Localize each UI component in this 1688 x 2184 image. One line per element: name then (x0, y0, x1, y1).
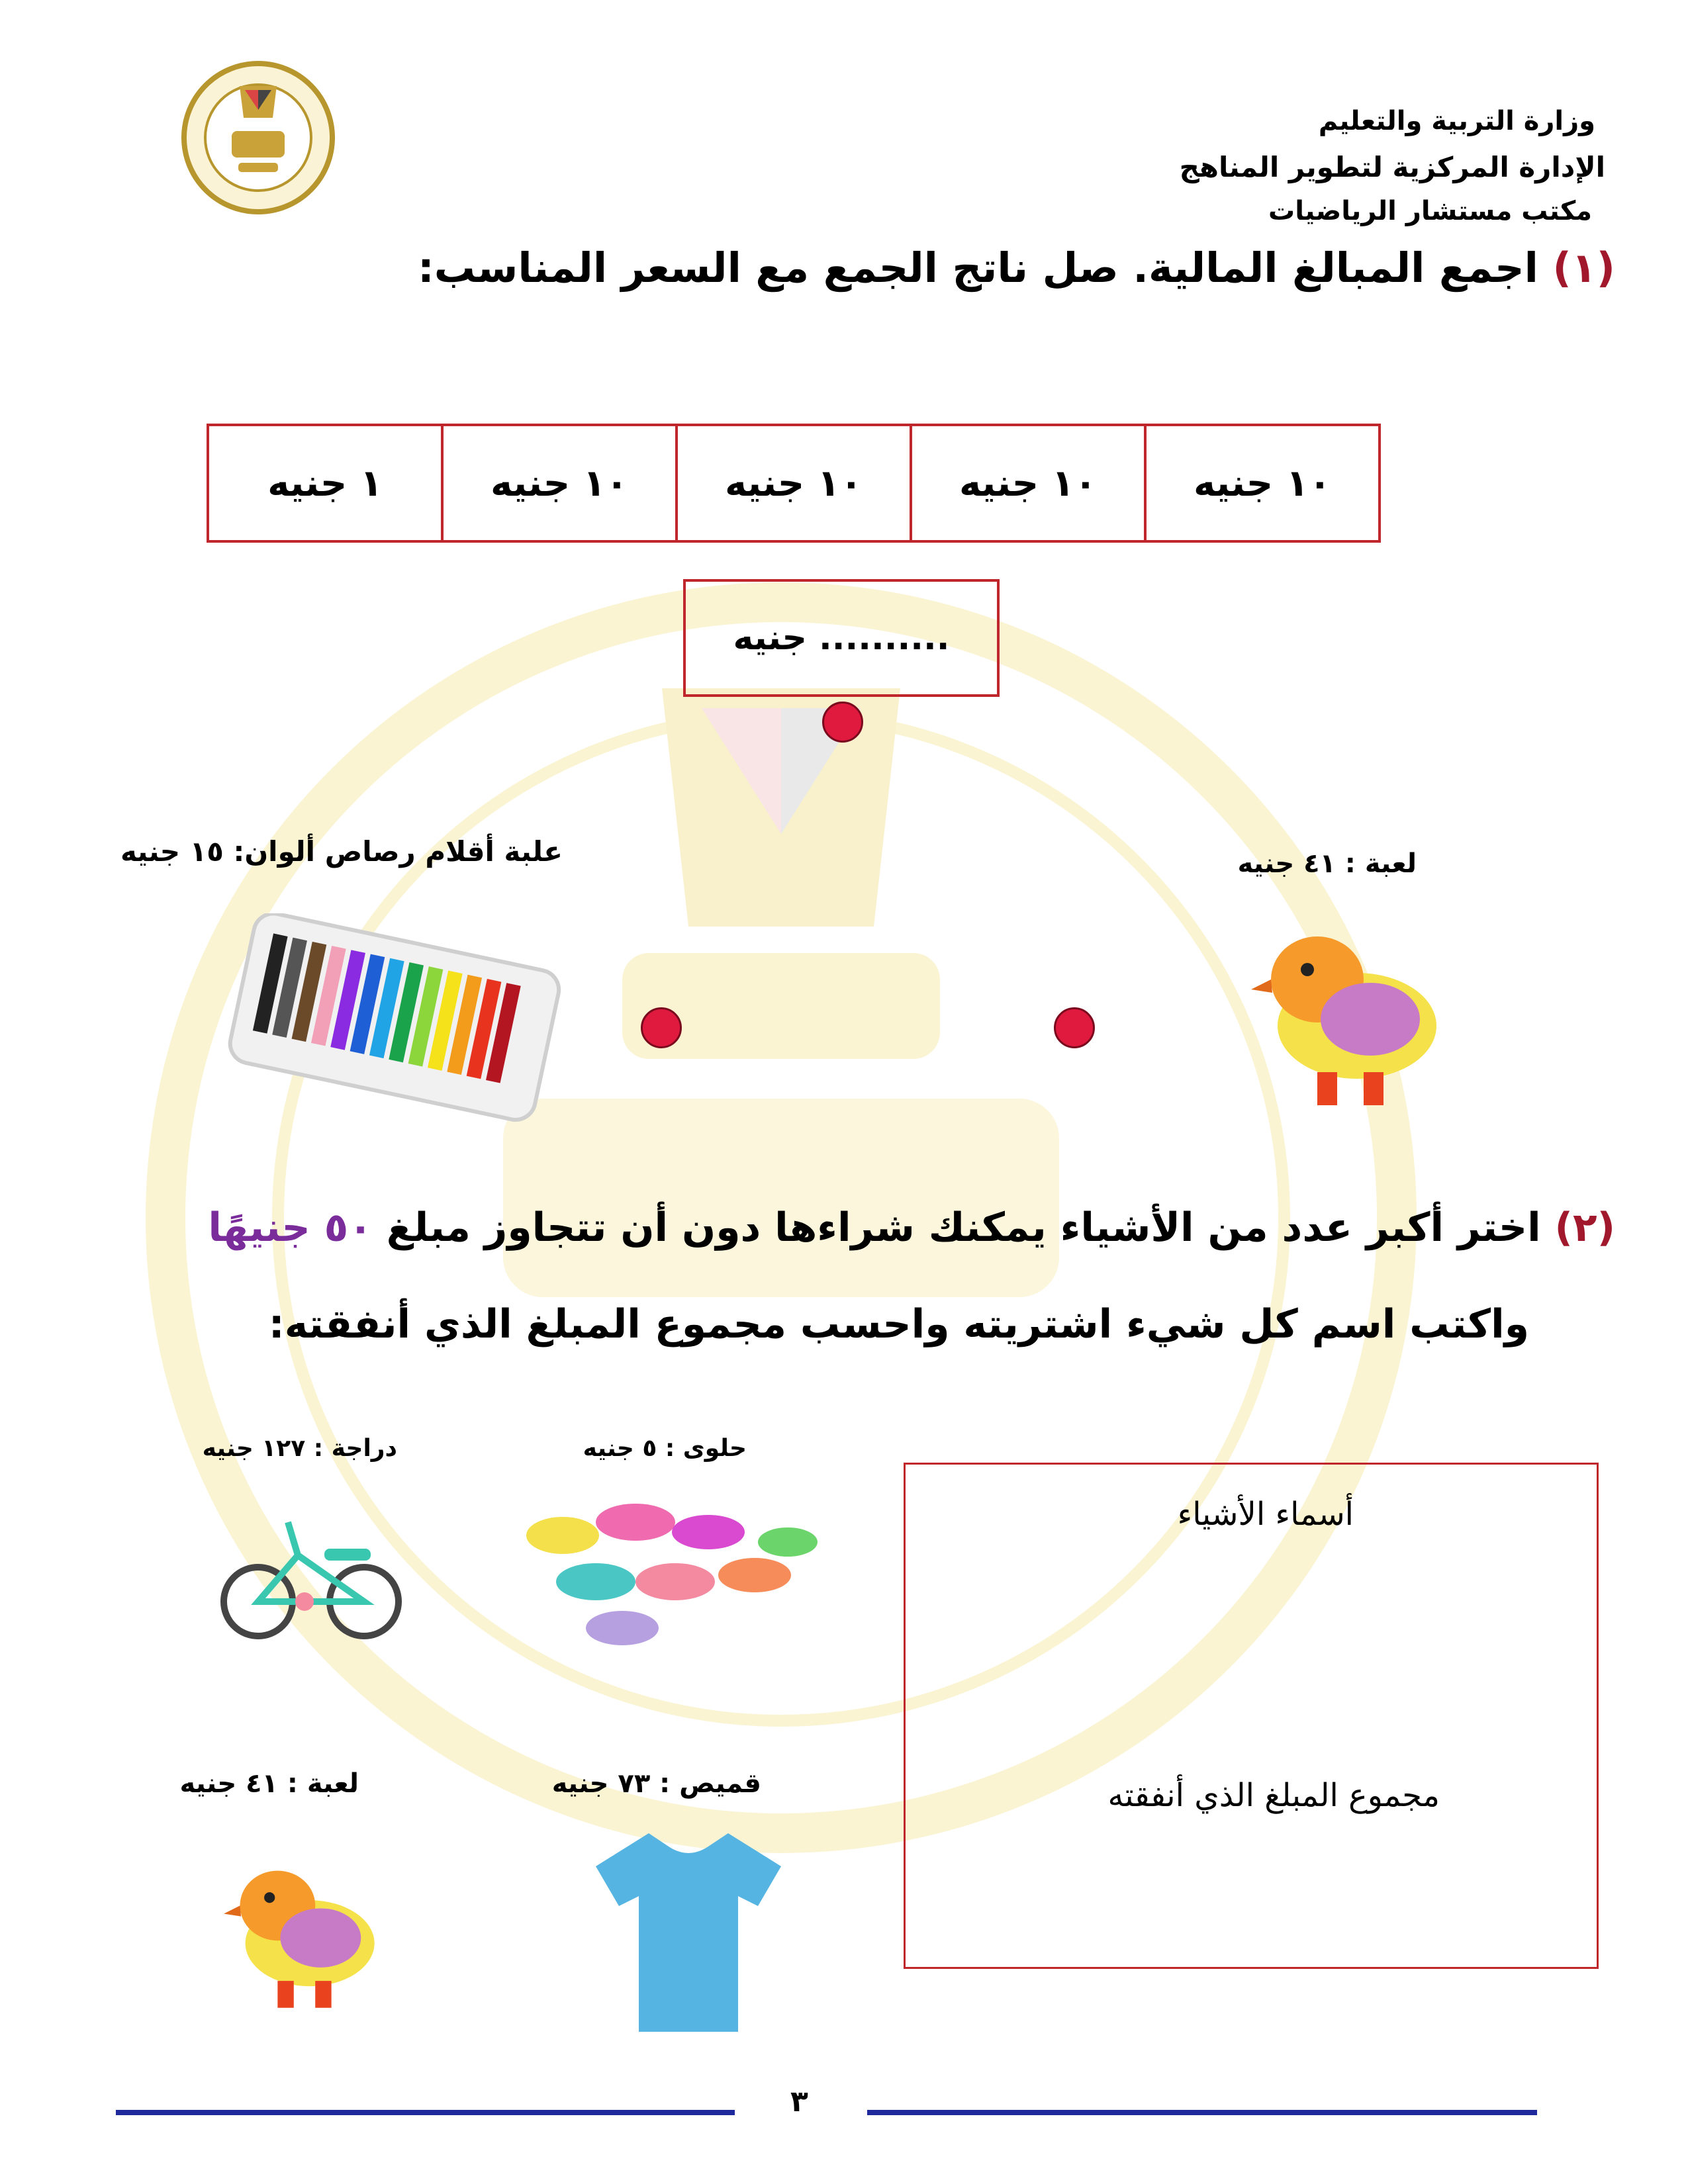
sum-answer-box[interactable]: .......... جنيه (683, 579, 1000, 697)
connect-dot-pencils[interactable] (641, 1007, 682, 1048)
toy-2-price-label: لعبة : ٤١ جنيه (179, 1768, 359, 1799)
page-number: ٣ (790, 2085, 808, 2118)
pencils-price-label: علبة أقلام رصاص ألوان: ١٥ جنيه (120, 835, 563, 868)
item-names-label: أسماء الأشياء (1177, 1496, 1354, 1533)
bicycle-icon (212, 1502, 410, 1648)
candies-icon (510, 1482, 841, 1661)
question-1-number: (١) (1552, 244, 1615, 292)
footer-line-left (116, 2110, 735, 2115)
header-math-office: مكتب مستشار الرياضيات (1268, 196, 1592, 226)
total-spent-label: مجموع المبلغ الذي أنفقته (1107, 1777, 1440, 1814)
header-ministry: وزارة التربية والتعليم (1318, 106, 1595, 136)
question-2-line-2: واكتب اسم كل شيء اشتريته واحسب مجموع المبلغ الذي أنفقته: (268, 1301, 1529, 1347)
toy-bird-icon (1244, 907, 1456, 1118)
coin-cell: ١٠ جنيه (675, 424, 912, 543)
ministry-seal-logo (179, 58, 338, 217)
question-2-line-1 (208, 1205, 1615, 1251)
coin-cell: ١٠ جنيه (910, 424, 1147, 543)
question-1-title (418, 244, 1615, 292)
t-shirt-icon (583, 1820, 794, 2038)
candy-price-label: حلوى : ٥ جنيه (583, 1435, 747, 1462)
question-2-number: (٢) (1554, 1205, 1615, 1251)
coins-table (209, 424, 1381, 543)
toy-price-label: لعبة : ٤١ جنيه (1237, 848, 1417, 879)
connect-dot-sum[interactable] (822, 702, 863, 743)
coin-cell: ١ جنيه (207, 424, 444, 543)
colored-pencils-icon (212, 913, 569, 1125)
connect-dot-toy[interactable] (1054, 1007, 1095, 1048)
footer-line-right (867, 2110, 1537, 2115)
shirt-price-label: قميص : ٧٣ جنيه (551, 1768, 761, 1799)
bicycle-price-label: دراجة : ١٢٧ جنيه (202, 1435, 397, 1462)
question-2-text: اختر أكبر عدد من الأشياء يمكنك شراءها دون أن تتجاوز مبلغ (386, 1205, 1541, 1251)
toy-bird-icon (218, 1846, 391, 2019)
budget-amount: ٥٠ جنيهًا (208, 1205, 373, 1251)
header-curriculum-dept: الإدارة المركزية لتطوير المناهج (1179, 151, 1605, 183)
coin-cell: ١٠ جنيه (1144, 424, 1381, 543)
answer-box[interactable] (904, 1463, 1599, 1969)
question-1-text: اجمع المبالغ المالية. صل ناتج الجمع مع السعر المناسب: (417, 244, 1538, 292)
coin-cell: ١٠ جنيه (441, 424, 678, 543)
